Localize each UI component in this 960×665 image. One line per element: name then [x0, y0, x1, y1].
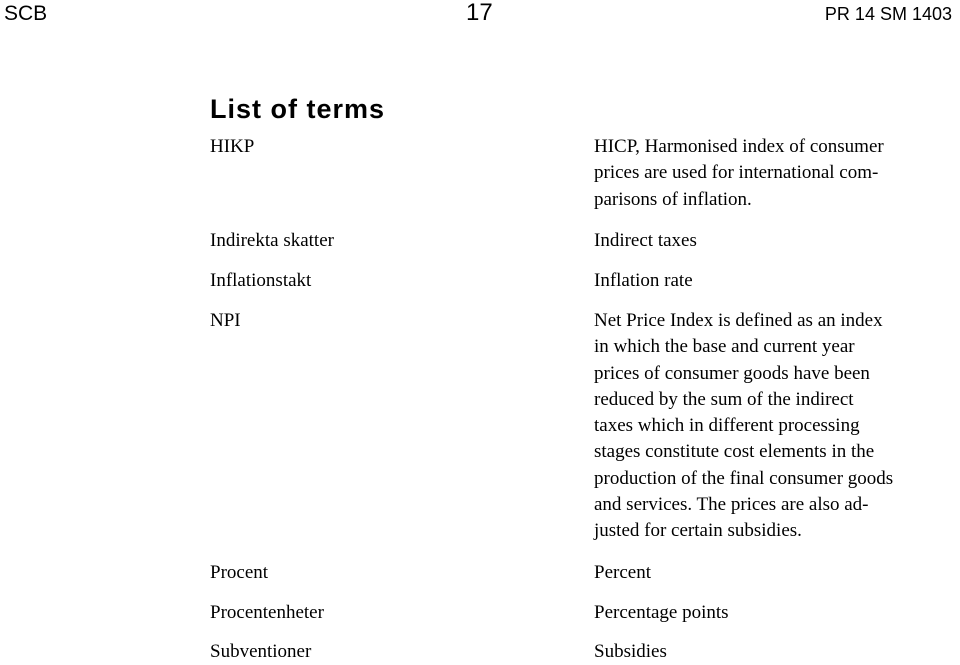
term-procent: Procent: [210, 562, 269, 583]
section-title: List of terms: [210, 94, 386, 124]
definition-npi: [594, 308, 954, 545]
definition-line: reduced by the sum of the indirect: [594, 388, 854, 410]
definition-line: Net Price Index is defined as an index: [594, 310, 883, 331]
page-number: 17: [466, 0, 493, 26]
definition-line: Subsidies: [594, 641, 667, 662]
definition-line: production of the final consumer goods: [594, 467, 894, 489]
definition-inflationstakt: [594, 268, 954, 294]
definition-subventioner: [594, 639, 954, 665]
definition-procent: [594, 560, 954, 586]
definition-hikp: [594, 134, 954, 213]
document-id: PR 14 SM 1403: [824, 4, 952, 24]
term-indirekta-skatter: Indirekta skatter: [210, 230, 334, 251]
term-procentenheter: Procentenheter: [210, 602, 324, 623]
definition-indirekta-skatter: [594, 228, 954, 254]
definition-line: Indirect taxes: [594, 230, 697, 251]
definition-line: stages constitute cost elements in the: [594, 441, 875, 463]
definition-line: Percent: [594, 562, 651, 583]
term-subventioner: Subventioner: [210, 641, 312, 662]
term-hikp: HIKP: [210, 136, 255, 157]
definition-line: taxes which in different processing: [594, 415, 860, 437]
term-inflationstakt: Inflationstakt: [210, 270, 312, 291]
definition-line: Percentage points: [594, 602, 729, 623]
definition-line: prices are used for international com-: [594, 162, 879, 184]
definition-procentenheter: [594, 600, 954, 626]
definition-line: prices of consumer goods have been: [594, 362, 870, 384]
definition-line: justed for certain subsidies.: [594, 520, 802, 542]
definition-line: in which the base and current year: [594, 336, 855, 358]
definition-line: HICP, Harmonised index of consumer: [594, 136, 884, 157]
publisher-label: SCB: [4, 2, 48, 25]
term-npi: NPI: [210, 310, 241, 331]
definition-line: parisons of inflation.: [594, 188, 752, 210]
definition-line: and services. The prices are also ad-: [594, 494, 869, 516]
definition-line: Inflation rate: [594, 270, 693, 291]
